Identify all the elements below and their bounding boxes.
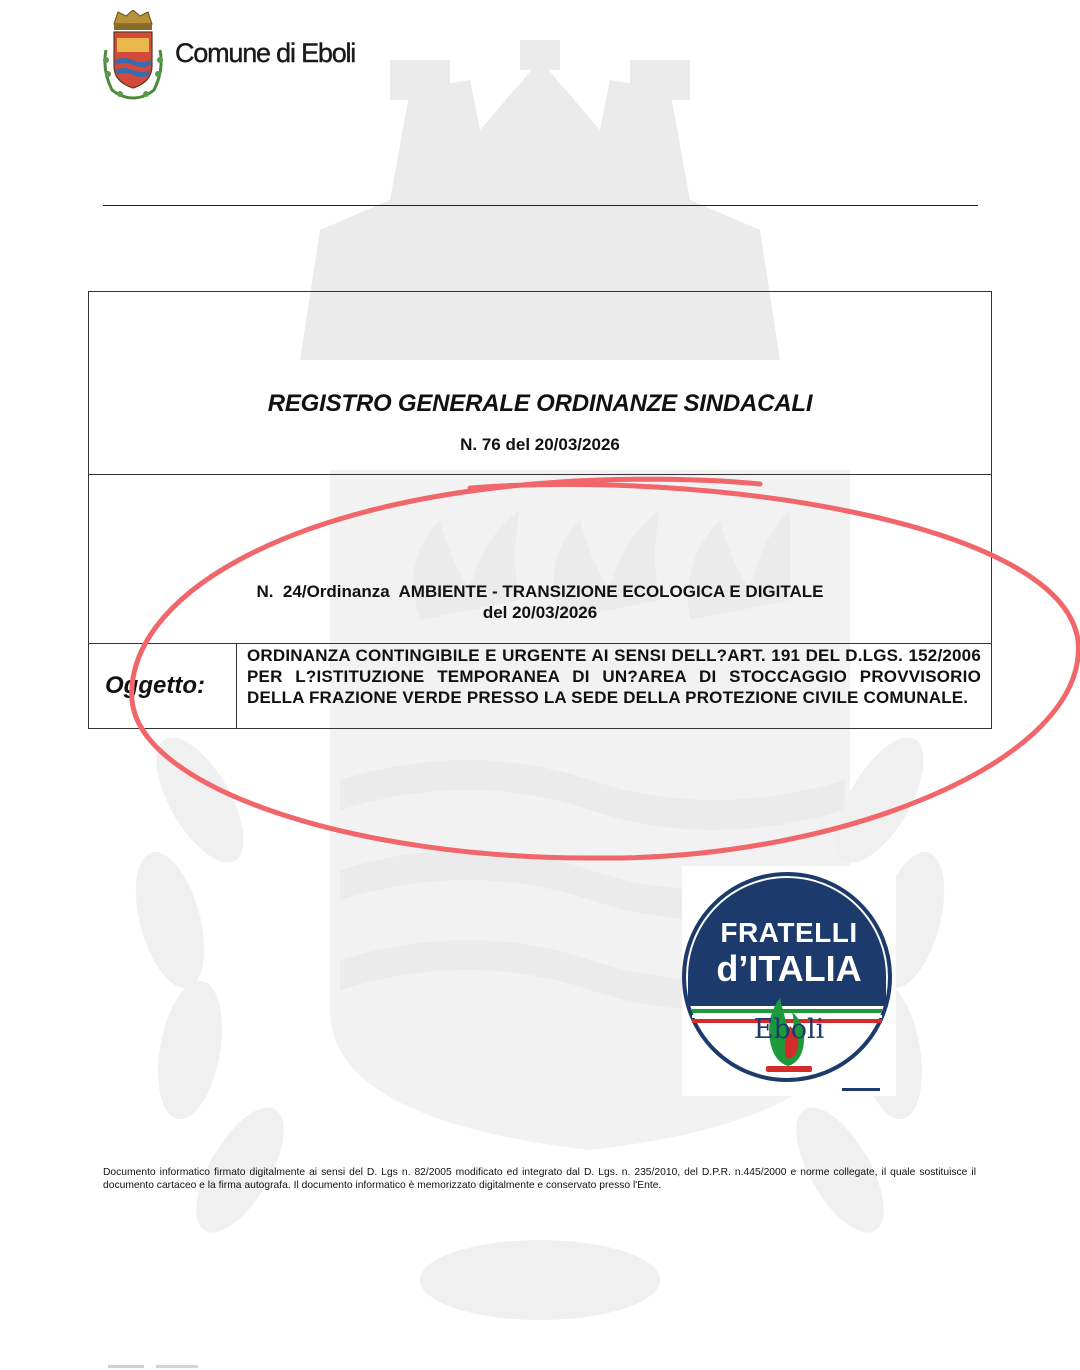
badge-line-1: FRATELLI [720, 917, 858, 948]
ordinanza-line-2: del 20/03/2026 [482, 603, 598, 622]
badge-line-2: d’ITALIA [716, 948, 862, 989]
fratelli-italia-badge [682, 866, 896, 1096]
ordinanza-line-1: N. 24/Ordinanza AMBIENTE - TRANSIZIONE ECOLOGICA E DIGITALE [256, 582, 824, 601]
header-divider [103, 205, 978, 206]
comune-name: Comune di Eboli [175, 38, 356, 68]
oggetto-label: Oggetto: [89, 644, 237, 729]
registro-cell [89, 292, 992, 475]
ordinanza-cell [89, 475, 992, 644]
coat-of-arms-logo [100, 10, 166, 102]
registro-number: N. 76 del 20/03/2026 [460, 435, 620, 454]
register-table [88, 291, 992, 729]
registro-title: REGISTRO GENERALE ORDINANZE SINDACALI [267, 390, 813, 417]
bottom-faint-text-fragment [108, 1365, 228, 1368]
digital-signature-note: Documento informatico firmato digitalmente ai sensi del D. Lgs n. 82/2005 modificato ed integrato dal D. Lgs. n. 235/2010, del D.P.R. n.445/2000 e norme collegate, il quale sostituisce il documento cartaceo e la firma autografa. Il documento informatico è memorizzato digitalmente e conservato presso l'Ente. [103, 1167, 976, 1191]
badge-city: Eboli [753, 1014, 825, 1045]
oggetto-text: ORDINANZA CONTINGIBILE E URGENTE AI SENSI DELL?ART. 191 DEL D.LGS. 152/2006 PER L?ISTITUZIONE TEMPORANEA DI UN?AREA DI STOCCAGGIO PROVVISORIO DELLA FRAZIONE VERDE PRESSO LA SEDE DELLA PROTEZIONE CIVILE COMUNALE. [237, 644, 992, 729]
